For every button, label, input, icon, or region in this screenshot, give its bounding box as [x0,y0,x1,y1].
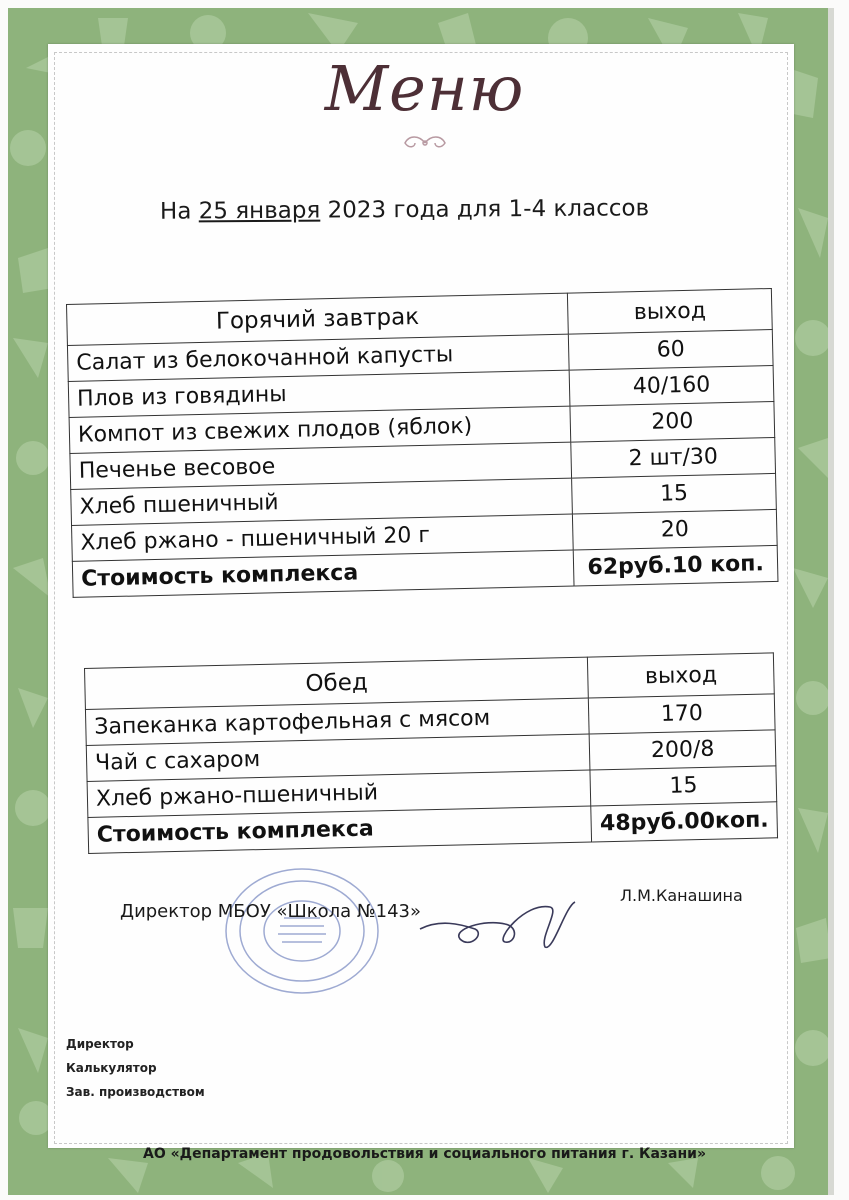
total-label: Стоимость комплекса [88,806,592,853]
total-price: 48руб.00коп. [591,802,777,842]
yield-column-header: выход [568,288,773,334]
dish-yield: 40/160 [569,365,774,406]
breakfast-table [66,288,778,598]
total-price: 62руб.10 коп. [573,545,778,586]
menu-date-line [160,195,649,224]
role-production-head: Зав. производством [66,1085,205,1099]
dish-yield: 60 [568,329,773,370]
breakfast-header: Горячий завтрак [67,293,569,345]
approval-roles [66,1032,205,1104]
total-label: Стоимость комплекса [72,550,574,597]
lunch-table [84,652,778,854]
handwritten-signature [415,884,585,954]
dish-name: Чай с сахаром [86,734,590,781]
dish-yield: 15 [572,473,777,514]
dish-name: Запеканка картофельная с мясом [85,698,589,745]
date-prefix: На [159,198,199,225]
dish-name: Печенье весовое [70,442,572,489]
dish-yield: 200 [570,401,775,442]
dish-name: Салат из белокочанной капусты [67,334,569,381]
lunch-header: Обед [85,657,589,709]
director-line: Директор МБОУ «Школа №143» [120,901,422,922]
director-name: Л.М.Канашина [620,886,743,905]
date-suffix: 2023 года для 1-4 классов [320,195,650,224]
school-stamp-seal [222,866,382,996]
dish-yield: 15 [590,766,776,806]
flourish-ornament-icon [397,132,453,154]
role-director: Директор [66,1037,134,1051]
dish-yield: 20 [573,509,778,550]
dish-yield: 200/8 [589,730,775,770]
yield-column-header: выход [588,653,775,698]
organization-footer: АО «Департамент продовольствия и социального питания г. Казани» [142,1146,707,1162]
dish-name: Компот из свежих плодов (яблок) [69,406,571,453]
role-calculator: Калькулятор [66,1061,157,1075]
dish-yield: 2 шт/30 [571,437,776,478]
dish-name: Хлеб пшеничный [71,478,573,525]
menu-title: Меню [324,52,525,125]
menu-date: 25 января [198,197,321,225]
dish-name: Хлеб ржано - пшеничный 20 г [72,514,574,561]
dish-yield: 170 [589,694,775,734]
dish-name: Плов из говядины [68,370,570,417]
dish-name: Хлеб ржано-пшеничный [87,770,591,817]
